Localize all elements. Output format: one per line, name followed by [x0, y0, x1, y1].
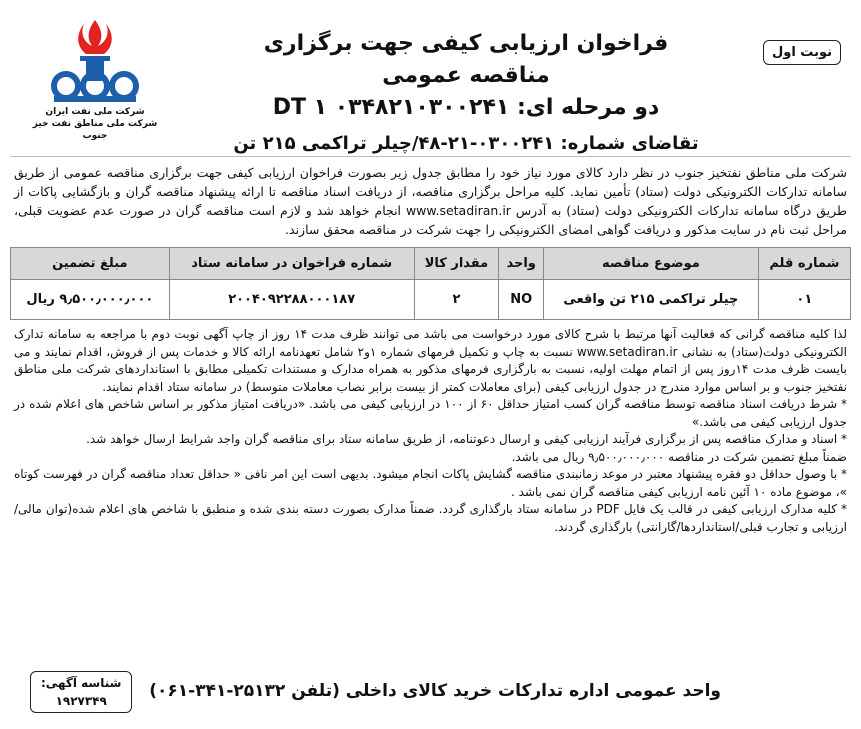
- cell-subject: چیلر تراکمی ۲۱۵ تن واقعی: [544, 280, 759, 320]
- paragraph: * با وصول حداقل دو فقره پیشنهاد معتبر در موعد زمانبندی مناقصه گشایش پاکات انجام میشود. بدیهی است این امر نافی « حداقل تعداد مناقصه گران در فهرست کوتاه »، موضوع ماده ۱۰ آئین نامه ارزیابی کیفی مناقصه گران نمی باشد .: [14, 467, 847, 499]
- table-header-row: [11, 248, 851, 280]
- nioc-logo: [20, 16, 170, 146]
- title-line-1: فراخوان ارزیابی کیفی جهت برگزاری مناقصه عمومی: [263, 31, 669, 88]
- col-subject: موضوع مناقصه: [544, 248, 759, 280]
- paragraph: * کلیه مدارک ارزیابی کیفی در قالب یک فایل PDF در سامانه ستاد بارگذاری گردد. ضمناً مدارک بصورت دسته بندی شده و منطبق با شاخص های اعلام شده(توان مالی/ارزیابی و تجارب قبلی/استانداردها/گارانتی) بارگذاری گردند.: [14, 502, 847, 534]
- logo-caption-2: شرکت ملی مناطق نفت خیز جنوب: [32, 119, 158, 141]
- paragraph: * شرط دریافت اسناد مناقصه توسط مناقصه گران کسب امتیاز حداقل ۶۰ از ۱۰۰ در ارزیابی کیفی می باشد. «دریافت امتیاز مذکور بر اساس شاخص های اعلام شده در جدول ارزیابی کیفی می باشد.»: [14, 397, 847, 429]
- ad-id-value: ۱۹۲۷۳۴۹: [55, 694, 107, 708]
- footer-contact: واحد عمومی اداره تدارکات خرید کالای داخلی (تلفن ۲۵۱۳۲-۳۴۱-۰۶۱): [149, 681, 721, 701]
- publication-badge: نوبت اول: [763, 40, 841, 65]
- col-item-number: شماره قلم: [758, 248, 850, 280]
- paragraph: ضمناً مبلغ تضمین شرکت در مناقصه ۹٫۵۰۰٫۰۰۰٫۰۰۰ ریال می باشد.: [511, 449, 847, 464]
- footer: [10, 671, 851, 721]
- table-row: [11, 280, 851, 320]
- header: [10, 6, 851, 157]
- title-line-2: دو مرحله ای: DT ۱ ۰۳۴۸۲۱۰۳۰۰۲۴۱: [272, 95, 660, 120]
- flame-logo-icon: [40, 16, 150, 106]
- paragraph: لذا کلیه مناقصه گرانی که فعالیت آنها مرتبط با شرح کالای مورد درخواست می باشد می توانند ظرف مدت ۱۴ روز از چاپ آگهی نوبت دوم با مراجعه به سامانه تدارک الکترونیکی دولت(ستاد) به نشانی www.setadiran.ir نسبت به چاپ و تکمیل فرمهای شماره ۱و۲ شامل تعهدنامه ارائه کالا و خدمات پس از فروش، اقدام نمایند و می بایست ظرف مدت ۱۴روز پس از اتمام مهلت اولیه، نسبت به بارگزاری فرمهای مذکور به همراه مدارک و مستندات تکمیلی مطابق با استانداردهای شرکت ملی مناطق نفتخیز جنوب و بر اساس موارد مندرج در جدول ارزیابی کیفی (برای معاملات کمتر از بیست برابر نصاب معاملات متوسط) در سامانه ستاد اقدام نمایند.: [14, 327, 847, 394]
- col-quantity: مقدار کالا: [414, 248, 499, 280]
- col-setad-number: شماره فراخوان در سامانه ستاد: [169, 248, 414, 280]
- tender-table: [10, 247, 851, 320]
- col-unit: واحد: [499, 248, 544, 280]
- conditions-text: [14, 326, 847, 536]
- cell-quantity: ۲: [414, 280, 499, 320]
- cell-guarantee: ۹٫۵۰۰٫۰۰۰٫۰۰۰ ریال: [11, 280, 170, 320]
- cell-setad-number: ۲۰۰۴۰۹۲۲۸۸۰۰۰۱۸۷: [169, 280, 414, 320]
- ad-id-box: [30, 671, 132, 713]
- intro-paragraph: شرکت ملی مناطق نفتخیز جنوب در نظر دارد کالای مورد نیاز خود را مطابق جدول زیر بصورت فراخوان ارزیابی کیفی جهت برگزاری مناقصه عمومی از طریق سامانه تدارکات الکترونیکی دولت (ستاد) تأمین نماید. کلیه مراحل برگزاری مناقصه، از دریافت اسناد مناقصه تا ارائه پیشنهاد مناقصه گران و بازگشایی پاکات از طریق درگاه سامانه تدارکات الکترونیکی دولت (ستاد) به آدرس www.setadiran.ir انجام خواهد شد و لازم است مناقصه گران در صورت عدم عضویت قبلی، مراحل ثبت نام در سایت مذکور و دریافت گواهی امضای الکترونیکی را جهت شرکت در مناقصه محقق سازند.: [14, 165, 847, 237]
- cell-unit: NO: [499, 280, 544, 320]
- logo-caption-1: شرکت ملی نفت ایران: [45, 107, 145, 117]
- title-block: [231, 28, 701, 160]
- cell-item-number: ۰۱: [758, 280, 850, 320]
- title-line-3: تقاضای شماره: ۰۳۰۰۲۴۱-۲۱-۴۸/چیلر تراکمی ۲۱۵ تن: [233, 133, 699, 154]
- col-guarantee: مبلغ تضمین: [11, 248, 170, 280]
- ad-id-label: شناسه آگهی:: [41, 676, 122, 690]
- paragraph: * اسناد و مدارک مناقصه پس از برگزاری فرآیند ارزیابی کیفی و ارسال دعوتنامه، از طریق سامانه ستاد برای مناقصه گران واجد شرایط ارسال خواهد شد.: [86, 432, 847, 446]
